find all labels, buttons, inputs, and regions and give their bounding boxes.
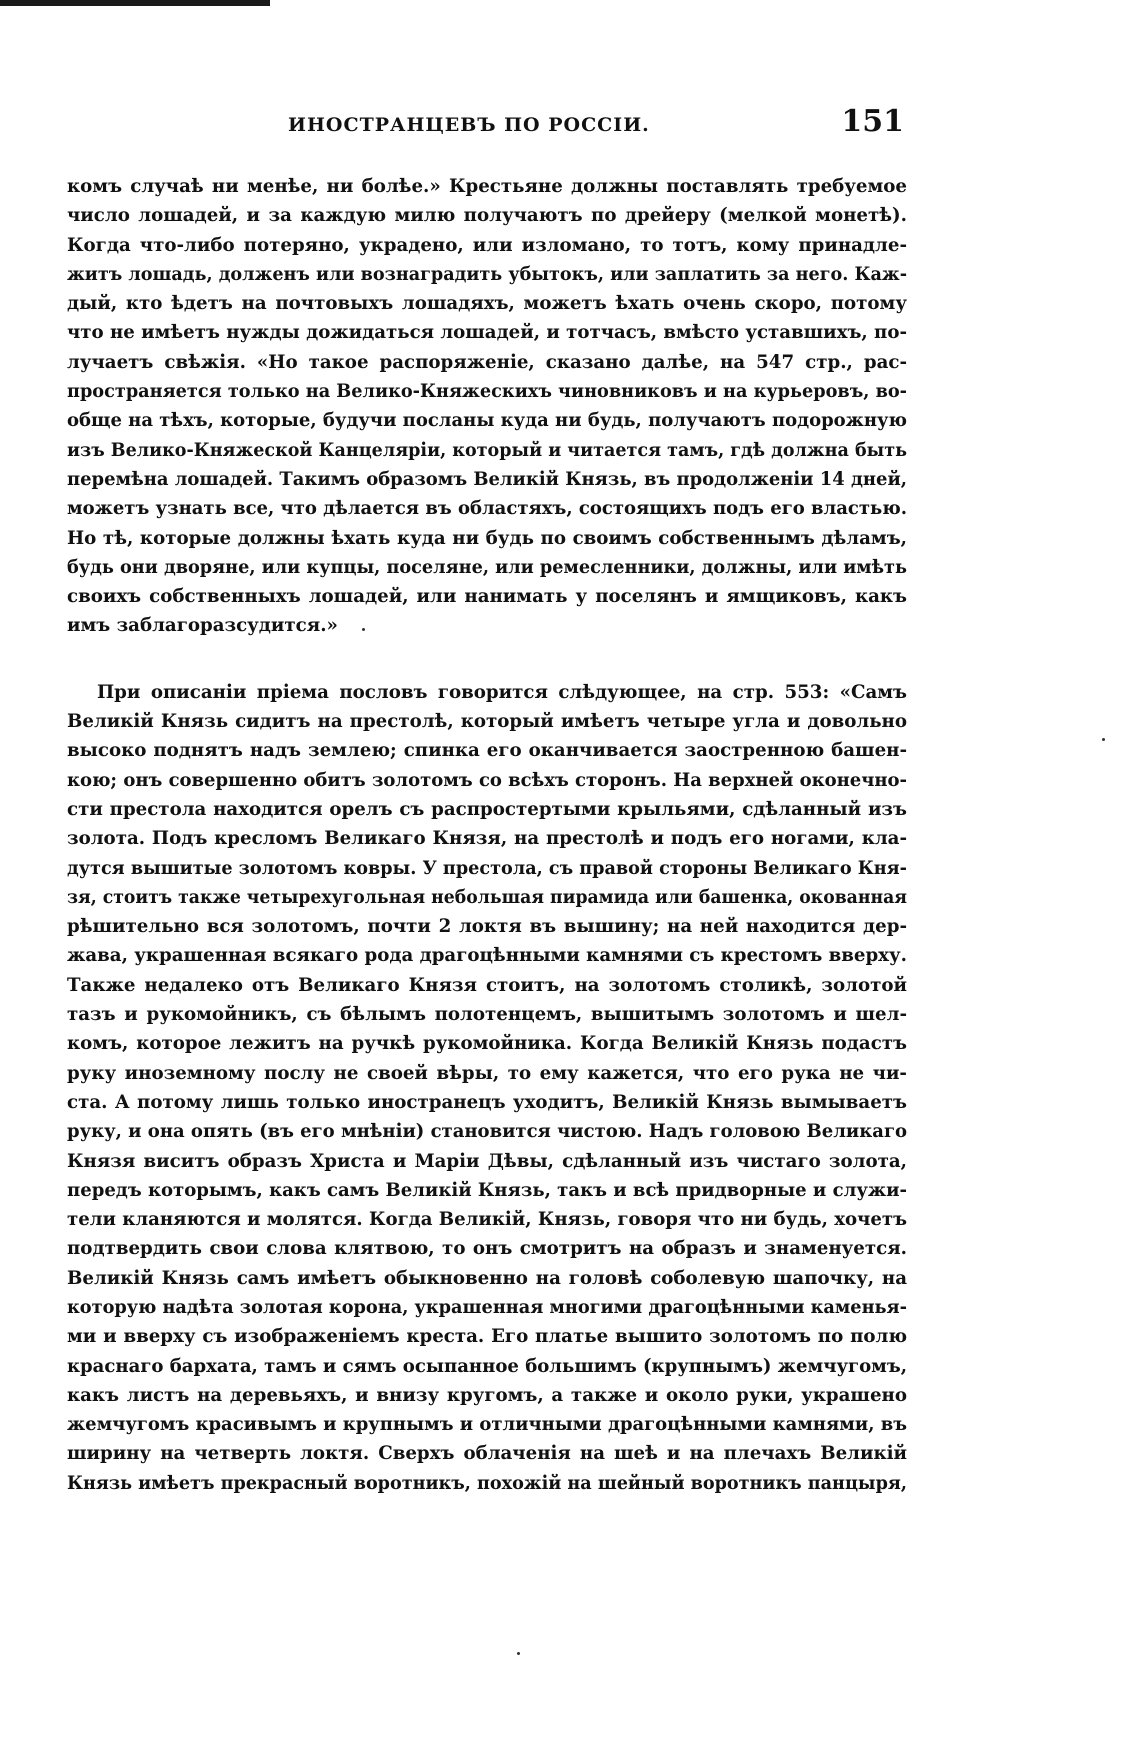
text-line: имъ заблагоразсудится.» bbox=[67, 615, 338, 637]
text-line: комъ случаѣ ни менѣе, ни болѣе.» Крестьяне должны поставлять требуемое bbox=[67, 176, 907, 197]
text-line: ширину на четверть локтя. Сверхъ облаченія на шеѣ и на плечахъ Великій bbox=[67, 1443, 907, 1465]
text-line: тазъ и рукомойникъ, съ бѣлымъ полотенцемъ, вышитымъ золотомъ и шел- bbox=[67, 1004, 907, 1026]
text-line: можетъ узнать все, что дѣлается въ областяхъ, состоящихъ подъ его властью. bbox=[67, 498, 907, 520]
top-edge-rule bbox=[0, 0, 270, 6]
text-line: Но тѣ, которые должны ѣхать куда ни будь по своимъ собственнымъ дѣламъ, bbox=[67, 527, 907, 549]
text-line: высоко поднятъ надъ землею; спинка его оканчивается заостренною башен- bbox=[67, 740, 907, 762]
text-line: своихъ собственныхъ лошадей, или нанимать у поселянъ и ямщиковъ, какъ bbox=[67, 586, 907, 608]
text-line: руку, и она опять (въ его мнѣніи) становится чистою. Надъ головою Великаго bbox=[67, 1121, 907, 1143]
text-line: краснаго бархата, тамъ и сямъ осыпанное большимъ (крупнымъ) жемчугомъ, bbox=[67, 1355, 907, 1377]
running-title: ИНОСТРАНЦЕВЪ ПО РОССІИ. bbox=[288, 114, 650, 136]
text-line: передъ которымъ, какъ самъ Великій Князь, такъ и всѣ придворные и служи- bbox=[67, 1179, 907, 1201]
text-line: подтвердить свои слова клятвою, то онъ смотритъ на образъ и знаменуется. bbox=[67, 1238, 907, 1260]
text-line: какъ листъ на деревьяхъ, и внизу кругомъ, а также и около руки, украшено bbox=[67, 1384, 907, 1406]
text-line: что не имѣетъ нужды дожидаться лошадей, и тотчасъ, вмѣсто уставшихъ, по- bbox=[67, 322, 907, 344]
text-line: которую надѣта золотая корона, украшенная многими драгоцѣнными каменья- bbox=[67, 1296, 907, 1318]
text-line: комъ, которое лежитъ на ручкѣ рукомойника. Когда Великій Князь подастъ bbox=[67, 1033, 907, 1055]
text-line: тели кланяются и молятся. Когда Великій, Князь, говоря что ни будь, хочетъ bbox=[67, 1209, 907, 1231]
paragraph-gap bbox=[67, 641, 907, 678]
paragraph-1 bbox=[67, 172, 907, 641]
text-line: Князь имѣетъ прекрасный воротникъ, похожій на шейный воротникъ панцыря, bbox=[67, 1472, 907, 1494]
text-line: золота. Подъ кресломъ Великаго Князя, на престолѣ и подъ его ногами, кла- bbox=[67, 828, 907, 850]
text-line: дутся вышитые золотомъ ковры. У престола, съ правой стороны Великаго Кня- bbox=[67, 857, 907, 879]
text-line: рѣшительно вся золотомъ, почти 2 локтя въ вышину; на ней находится дер- bbox=[67, 916, 907, 938]
text-line: Когда что-либо потеряно, украдено, или изломано, то тотъ, кому принадле- bbox=[67, 234, 907, 256]
text-line: обще на тѣхъ, которые, будучи посланы куда ни будь, получаютъ подорожную bbox=[67, 410, 907, 432]
text-line: Князя виситъ образъ Христа и Маріи Дѣвы, сдѣланный изъ чистаго золота, bbox=[67, 1150, 907, 1172]
speck bbox=[1102, 738, 1105, 741]
paragraph-2 bbox=[67, 678, 907, 1498]
text-line: перемѣна лошадей. Такимъ образомъ Великій Князь, въ продолженіи 14 дней, bbox=[67, 468, 907, 490]
text-line: сти престола находится орелъ съ распростертыми крыльями, сдѣланный изъ bbox=[67, 798, 907, 820]
text-line: изъ Велико-Княжеской Канцеляріи, который и читается тамъ, гдѣ должна быть bbox=[67, 439, 907, 461]
text-line: число лошадей, и за каждую милю получаютъ по дрейеру (мелкой монетѣ). bbox=[67, 205, 907, 227]
text-line: лучаетъ свѣжія. «Но такое распоряженіе, сказано далѣе, на 547 стр., рас- bbox=[67, 351, 907, 373]
speck bbox=[362, 628, 365, 631]
page-header bbox=[62, 104, 910, 144]
speck bbox=[517, 1652, 520, 1655]
body-text bbox=[67, 172, 907, 1498]
text-line: зя, стоитъ также четырехугольная небольшая пирамида или башенка, окованная bbox=[67, 886, 907, 908]
text-line: будь они дворяне, или купцы, поселяне, или ремесленники, должны, или имѣть bbox=[67, 556, 907, 578]
text-line: ста. А потому лишь только иностранецъ уходитъ, Великій Князь вымываетъ bbox=[67, 1091, 907, 1113]
text-line: пространяется только на Велико-Княжескихъ чиновниковъ и на курьеровъ, во- bbox=[67, 381, 907, 403]
text-line: житъ лошадь, долженъ или вознаградить убытокъ, или заплатить за него. Каж- bbox=[67, 263, 907, 285]
text-line: Великій Князь самъ имѣетъ обыкновенно на головѣ соболевую шапочку, на bbox=[67, 1267, 907, 1289]
page-number: 151 bbox=[841, 104, 904, 139]
text-line: руку иноземному послу не своей вѣры, то ему кажется, что его рука не чи- bbox=[67, 1062, 907, 1084]
text-line: кою; онъ совершенно обитъ золотомъ со всѣхъ сторонъ. На верхней оконечно- bbox=[67, 769, 907, 791]
text-line: Великій Князь сидитъ на престолѣ, который имѣетъ четыре угла и довольно bbox=[67, 711, 907, 733]
text-line: При описаніи пріема пословъ говорится слѣдующее, на стр. 553: «Самъ bbox=[97, 681, 907, 703]
text-line: дый, кто ѣдетъ на почтовыхъ лошадяхъ, можетъ ѣхать очень скоро, потому bbox=[67, 293, 907, 315]
text-line: Также недалеко отъ Великаго Князя стоитъ, на золотомъ столикѣ, золотой bbox=[67, 974, 907, 996]
text-line: жава, украшенная всякаго рода драгоцѣнными камнями съ крестомъ вверху. bbox=[67, 945, 907, 967]
text-line: жемчугомъ красивымъ и крупнымъ и отличными драгоцѣнными камнями, въ bbox=[67, 1414, 907, 1436]
text-line: ми и вверху съ изображеніемъ креста. Его платье вышито золотомъ по полю bbox=[67, 1326, 907, 1348]
